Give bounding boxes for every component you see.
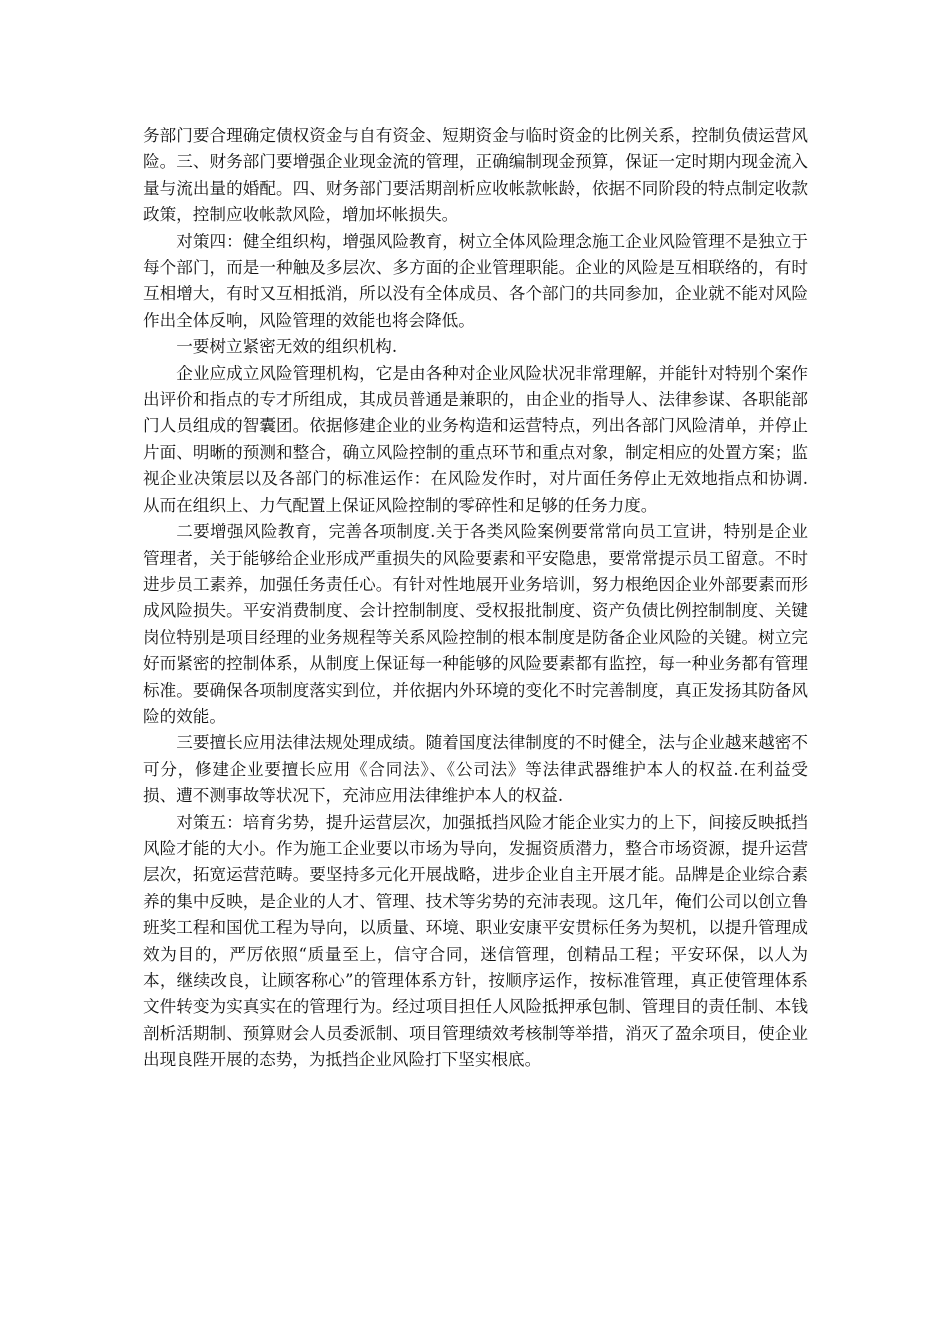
paragraph-2: 对策四：健全组织构，增强风险教育，树立全体风险理念施工企业风险管理不是独立于每个部门，而是一种触及多层次、多方面的企业管理职能。企业的风险是互相联络的，有时互相增大，有时又互相抵消，所以没有全体成员、各个部门的共同参加，企业就不能对风险作出全体反响，风险管理的效能也将会降低。	[143, 231, 808, 330]
paragraph-6: 三要擅长应用法律法规处理成绩。随着国度法律制度的不时健全，法与企业越来越密不可分，修建企业要擅长应用《合同法》、《公司法》等法律武器维护本人的权益.在利益受损、遭不测事故等状况下，充沛应用法律维护本人的权益.	[143, 733, 808, 806]
paragraph-3: 一要树立紧密无效的组织机构.	[176, 337, 398, 357]
paragraph-4: 企业应成立风险管理机构，它是由各种对企业风险状况非常理解，并能针对特别个案作出评价和指点的专才所组成，其成员普通是兼职的，由企业的指导人、法律参谋、各职能部门人员组成的智囊团。依据修建企业的业务构造和运营特点，列出各部门风险清单，并停止片面、明晰的预测和整合，确立风险控制的重点环节和重点对象，制定相应的处置方案；监视企业决策层以及各部门的标准运作：在风险发作时，对片面任务停止无效地指点和协调.从而在组织上、力气配置上保证风险控制的零碎性和足够的任务力度。	[143, 363, 808, 515]
paragraph-5: 二要增强风险教育，完善各项制度.关于各类风险案例要常常向员工宣讲，特别是企业管理者，关于能够给企业形成严重损失的风险要素和平安隐患，要常常提示员工留意。不时进步员工素养，加强任务责任心。有针对性地展开业务培训，努力根绝因企业外部要素而形成风险损失。平安消费制度、会计控制制度、受权报批制度、资产负债比例控制制度、关键岗位特别是项目经理的业务规程等关系风险控制的根本制度是防备企业风险的关键。树立完好而紧密的控制体系，从制度上保证每一种能够的风险要素都有监控，每一种业务都有管理标准。要确保各项制度落实到位，并依据内外环境的变化不时完善制度，真正发扬其防备风险的效能。	[143, 522, 808, 726]
paragraph-7: 对策五：培育劣势，提升运营层次，加强抵挡风险才能企业实力的上下，间接反映抵挡风险才能的大小。作为施工企业要以市场为导向，发掘资质潜力，整合市场资源，提升运营层次，拓宽运营范畴。要坚持多元化开展战略，进步企业自主开展才能。品牌是企业综合素养的集中反映，是企业的人才、管理、技术等劣势的充沛表现。这几年，俺们公司以创立鲁班奖工程和国优工程为导向，以质量、环境、职业安康平安贯标任务为契机，以提升管理成效为目的，严厉依照“质量至上，信守合同，迷信管理，创精品工程；平安环保，以人为本，继续改良，让顾客称心”的管理体系方针，按顺序运作，按标准管理，真正使管理体系文件转变为实真实在的管理行为。经过项目担任人风险抵押承包制、管理目的责任制、本钱剖析活期制、预算财会人员委派制、项目管理绩效考核制等举措，消灭了盈余项目，使企业出现良陛开展的态势，为抵挡企业风险打下坚实根底。	[143, 812, 808, 1070]
paragraph-1: 务部门要合理确定债权资金与自有资金、短期资金与临时资金的比例关系，控制负债运营风险。三、财务部门要增强企业现金流的管理，正确编制现金预算，保证一定时期内现金流入量与流出量的婚配。四、财务部门要活期剖析应收帐款帐龄，依据不同阶段的特点制定收款政策，控制应收帐款风险，增加坏帐损失。	[143, 126, 808, 225]
document-body	[143, 123, 808, 1074]
